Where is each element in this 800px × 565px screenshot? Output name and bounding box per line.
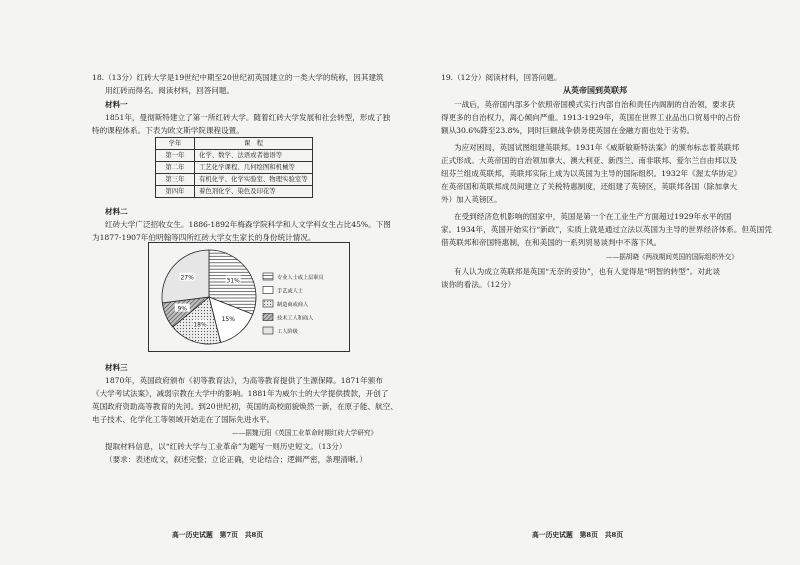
q19-source: ——据胡晓《两战期间英国的国际组织外交》 — [606, 253, 738, 261]
material-2-line1: 红砖大学广泛招收女生。1886-1892年梅森学院科学和人文学科女生占比45%。下图 — [105, 220, 391, 229]
pie-slice-label: 31% — [226, 277, 240, 285]
legend-label: 制造商或商人 — [277, 302, 309, 308]
q18-stem-line2: 用红砖而得名。阅读材料，回答问题。 — [105, 86, 235, 95]
q19-p2-line5: 外）加入英镑区。 — [441, 195, 502, 204]
material-3-title: 材料三 — [105, 363, 128, 372]
q19-title: 从英帝国到英联邦 — [563, 85, 627, 95]
table-row — [156, 174, 313, 186]
q19-p2-line1: 为应对困局，英国试图组建英联邦。1931年《威斯敏斯特法案》的颁布标志着英联邦 — [454, 143, 740, 152]
material-1-title: 材料一 — [105, 100, 128, 109]
pie-chart-box — [148, 242, 350, 352]
page-footer: 高一历史试题 第7页 共8页 — [172, 531, 264, 539]
table-header: 课 程 — [195, 138, 313, 150]
legend-swatch — [263, 300, 273, 307]
q19-p1-line1: 一战后，英帝国内部多个依照帝国模式实行内部自治和责任内阁制的自治领，要求获 — [454, 100, 735, 109]
material-3-line2: 《大学考试法案》，减弱宗教在大学中的影响。1881年为威尔士的大学提供拨款，开创了 — [92, 389, 389, 398]
table-cell: 第二年 — [156, 162, 195, 174]
legend-label: 专业人士或上层职员 — [277, 275, 324, 281]
material-3-line1: 1870年，英国政府颁布《初等教育法》，为高等教育提供了生源保障。1871年颁布 — [105, 376, 383, 385]
table-row — [156, 162, 313, 174]
page-footer: 高一历史试题 第8页 共8页 — [532, 531, 624, 539]
pie-slice-label: 9% — [177, 305, 188, 313]
table-row — [156, 186, 313, 198]
q19-task-line2: 谈你的看法。（12分） — [441, 280, 516, 289]
table-header: 学年 — [156, 138, 195, 150]
material-1-line1: 1851年，曼彻斯特建立了第一所红砖大学。随着红砖大学发展和社会转型，形成了独 — [105, 113, 391, 122]
table-cell: 第四年 — [156, 186, 195, 198]
material-2-line2: 为1877-1907年伯明翰等四所红砖大学女生家长的身份统计情况。 — [92, 233, 316, 242]
pie-slice-label: 27% — [180, 274, 194, 282]
legend-label: 技术工人和商人 — [277, 315, 314, 322]
material-1-line2: 特的课程体系。下表为欧文斯学院课程设置。 — [92, 126, 244, 135]
table-cell: 工艺化学课程、几何绘图和机械等 — [195, 162, 313, 174]
material-3-source: ——据魏元阳《英国工业革命时期红砖大学研究》 — [232, 429, 378, 437]
pie-chart — [149, 243, 349, 351]
table-cell: 着色剂化学、染色及印花等 — [195, 186, 313, 198]
q19-p3-line3: 借英联邦和帝国特惠制，在和美国的一系列贸易谈判中不落下风。 — [441, 238, 662, 247]
q19-stem: 19.（12分）阅读材料，回答问题。 — [441, 73, 562, 82]
right-page — [400, 0, 800, 565]
q18-requirements: （要求：表述成文，叙述完整；立论正确，史论结合；逻辑严密，条理清晰。） — [105, 455, 367, 464]
legend-swatch — [263, 327, 273, 334]
q19-p2-line2: 正式形成。大英帝国的自治领加拿大、澳大利亚、新西兰、南非联邦、爱尔兰自由邦以及 — [441, 156, 738, 165]
material-3-line4: 电子技术、化学化工等领域开始走在了国际先进水平。 — [92, 415, 275, 424]
table-row — [156, 150, 313, 162]
q19-p2-line3: 纽芬兰组成英联邦，英联邦实际上成为以英国为主导的国际组织。1932年《渥太华协定》 — [441, 169, 742, 178]
q19-p1-line3: 额从30.6%降至23.8%，同时巨额战争债务使英国在金融方面也处于劣势。 — [441, 126, 695, 135]
q19-p3-line2: 家。1934年，英国开始实行“新政”，实质上就是通过立法以英国为主导的世界经济体系。但英国凭 — [441, 225, 772, 234]
legend-swatch — [263, 287, 273, 294]
legend-swatch — [263, 314, 273, 321]
q19-task-line1: 有人认为成立英联邦是英国“无奈的妥协”，也有人觉得是“明智的转型”。对此谈 — [454, 267, 721, 276]
table-cell: 有机化学、化学实验室、物理实验室等 — [195, 174, 313, 186]
pie-slice-label: 18% — [193, 321, 207, 329]
material-3-line3: 英国政府资助高等教育的先河。到20世纪初，英国的高校面貌焕然一新，在原子能、航空、 — [92, 402, 398, 411]
table-header-row — [156, 138, 313, 150]
legend-swatch — [263, 273, 273, 280]
material-2-title: 材料二 — [105, 207, 128, 216]
q19-p3-line1: 在受到经济危机影响的国家中，英国是第一个在工业生产方面超过1929年水平的国 — [454, 212, 732, 221]
q18-task: 提取材料信息，以“红砖大学与工业革命”为题写一则历史短文。（13分） — [105, 442, 347, 451]
table-cell: 第一年 — [156, 150, 195, 162]
table-cell: 第三年 — [156, 174, 195, 186]
q18-stem-line1: 18.（13分）红砖大学是19世纪中期至20世纪初英国建立的一类大学的统称，因其建筑 — [92, 73, 384, 82]
legend-label: 手艺或人士 — [277, 288, 303, 295]
pie-slice-label: 15% — [221, 315, 235, 323]
curriculum-table — [155, 137, 313, 198]
table-cell: 化学、数学、法语或者德语等 — [195, 150, 313, 162]
q19-p2-line4: 在英帝国和英联邦成员间建立了关税特惠制度，还组建了英镑区，英联邦各国（除加拿大 — [441, 182, 738, 191]
legend-label: 工人阶级 — [277, 329, 298, 335]
q19-p1-line2: 得更多的自治权力，离心倾向严重。1913-1929年，英国在世界工业品出口贸易中的占份 — [441, 113, 741, 122]
